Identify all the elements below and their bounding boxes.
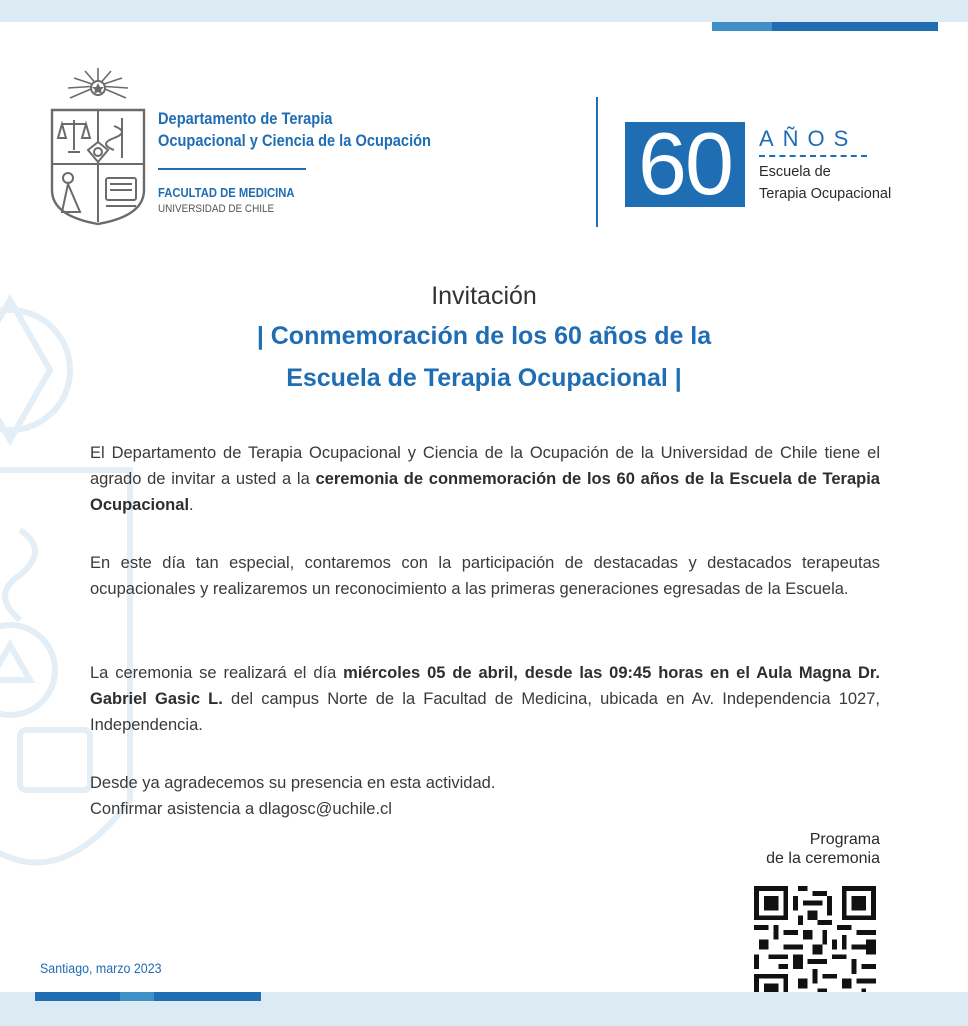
top-accent-bar-light	[712, 22, 772, 31]
anniversary-number: 60	[638, 122, 732, 207]
header-vertical-divider	[596, 97, 598, 227]
paragraph-1-end: .	[189, 496, 194, 514]
closing-thanks: Desde ya agradecemos su presencia en esta actividad.	[90, 774, 496, 792]
program-caption-line1: Programa	[809, 831, 880, 848]
rsvp-line: Confirmar asistencia a dlagosc@uchile.cl	[90, 800, 392, 818]
department-name-line1: Departamento de Terapia	[158, 109, 333, 128]
department-name	[158, 108, 431, 152]
anniversary-label: AÑOS	[759, 126, 858, 151]
paragraph-3-text: La ceremonia se realizará el día	[90, 664, 344, 682]
bottom-accent-bar-light	[120, 992, 154, 1001]
invitation-label: Invitación	[431, 282, 537, 310]
anniversary-dashed-rule	[759, 155, 867, 157]
invitation-headline-line1: | Conmemoración de los 60 años de la	[256, 322, 712, 350]
place-and-date: Santiago, marzo 2023	[40, 961, 162, 976]
paragraph-2-text: En este día tan especial, contaremos con la participación de destacadas y destacados terapeutas ocupacionales y realizaremos un reconocimiento a las primeras generaciones egresadas de la Escuela.	[90, 554, 880, 598]
anniversary-number-box	[625, 122, 745, 207]
anniversary-school-line2: Terapia Ocupacional	[759, 186, 892, 202]
faculty-name: FACULTAD DE MEDICINA	[158, 186, 295, 200]
top-accent-bar	[772, 22, 938, 31]
university-name: UNIVERSIDAD DE CHILE	[158, 203, 275, 215]
paragraph-3-bold: miércoles 05 de abril, desde las 09:45 horas en el Aula Magna Dr. Gabriel Gasic L.	[90, 664, 880, 708]
paragraph-1-text: El Departamento de Terapia Ocupacional y Ciencia de la Ocupación de la Universidad de Chile tiene el agrado de invitar a usted a la	[90, 444, 880, 488]
paragraph-1-bold: ceremonia de conmemoración de los 60 años de la Escuela de Terapia Ocupacional	[90, 470, 880, 514]
body-paragraph-3	[90, 660, 880, 738]
paragraph-3-end: del campus Norte de la Facultad de Medicina, ubicada en Av. Independencia 1027, Independencia.	[90, 690, 880, 734]
program-qr-code-icon[interactable]	[752, 886, 878, 1008]
body-paragraph-1	[90, 440, 880, 518]
body-paragraph-2	[90, 550, 880, 602]
program-caption-line2: de la ceremonia	[766, 850, 880, 867]
top-decorative-band	[0, 0, 968, 22]
anniversary-school-line1: Escuela de	[759, 164, 831, 180]
department-divider	[158, 168, 306, 170]
department-name-line2: Ocupacional y Ciencia de la Ocupación	[158, 131, 431, 150]
university-crest-logo-icon	[48, 66, 148, 226]
program-caption	[710, 830, 880, 868]
invitation-headline-line2: Escuela de Terapia Ocupacional |	[286, 364, 682, 392]
